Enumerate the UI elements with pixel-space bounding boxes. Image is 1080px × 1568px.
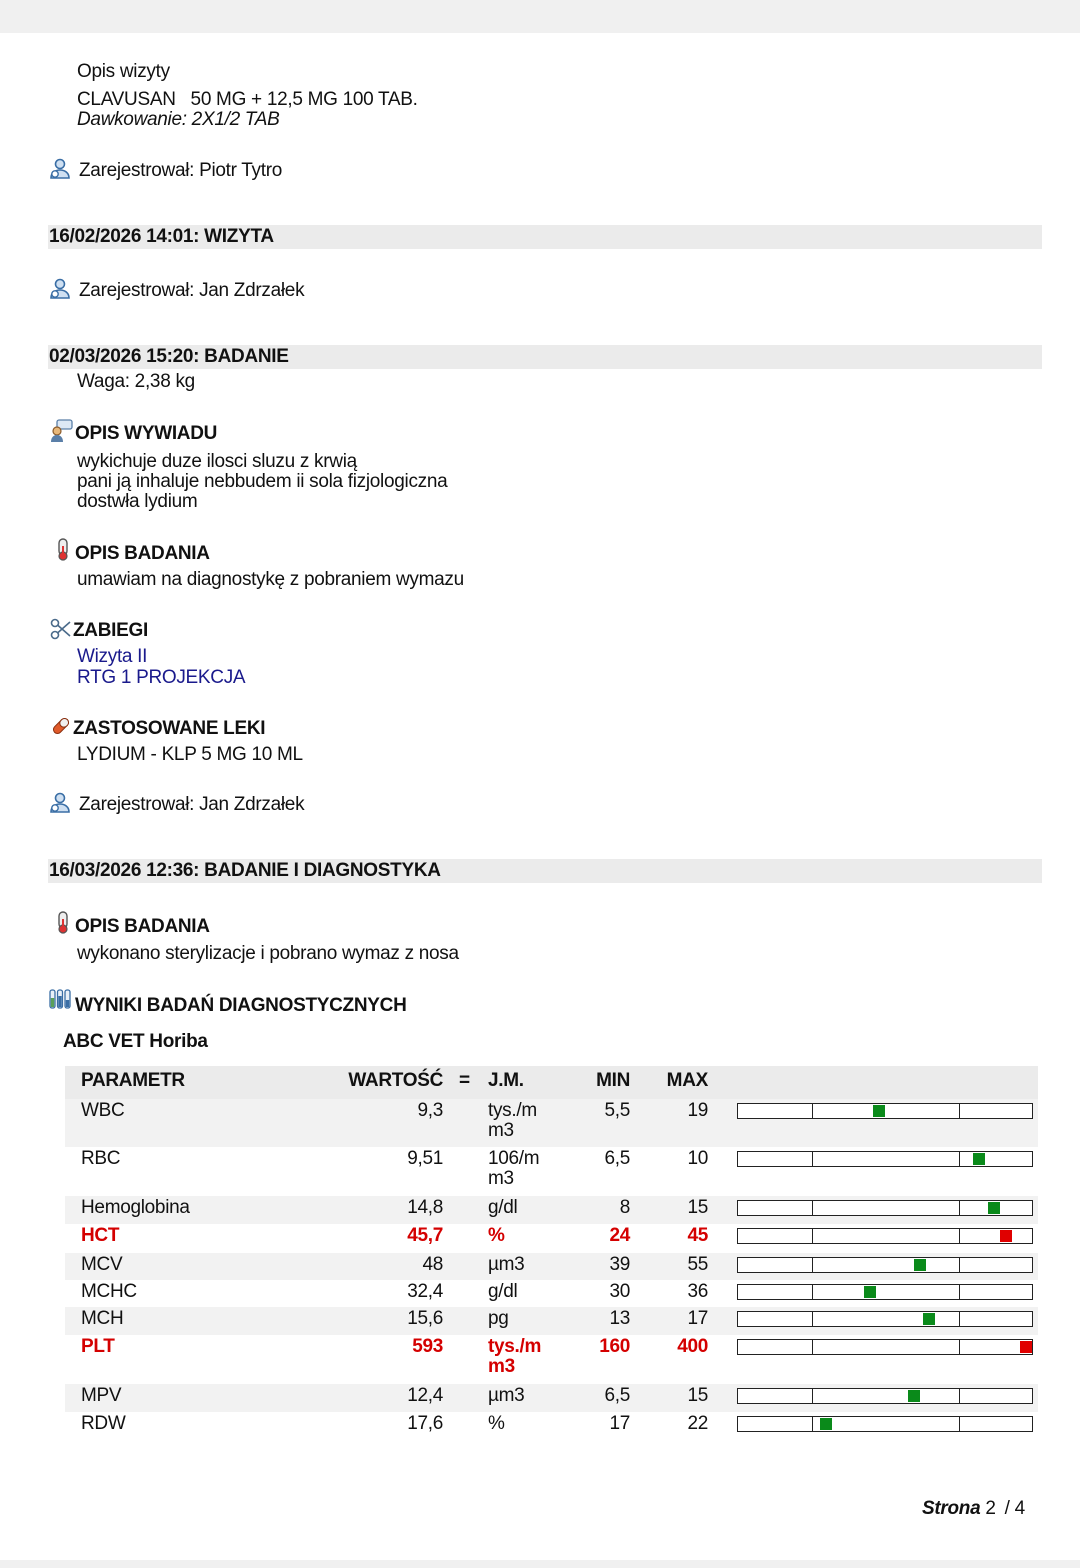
min-cell: 160	[599, 1336, 630, 1357]
test-tubes-icon	[48, 988, 72, 1012]
max-cell: 22	[687, 1413, 708, 1434]
range-divider	[959, 1152, 960, 1166]
zabieg-item[interactable]: Wizyta II	[77, 646, 148, 667]
section-title-badania: OPIS BADANIA	[75, 916, 210, 937]
page-sep: /	[1004, 1498, 1010, 1519]
section-title-badania: OPIS BADANIA	[75, 543, 210, 564]
range-bar	[737, 1257, 1033, 1273]
range-bar	[737, 1311, 1033, 1327]
range-divider	[959, 1285, 960, 1299]
value-cell: 17,6	[407, 1413, 443, 1434]
max-cell: 15	[687, 1197, 708, 1218]
range-divider	[959, 1229, 960, 1243]
drug-line: CLAVUSAN 50 MG + 12,5 MG 100 TAB.	[77, 89, 418, 110]
range-marker	[873, 1105, 885, 1117]
registered-by-3: Zarejestrował: Jan Zdrzałek	[79, 794, 305, 815]
col-header-unit: J.M.	[488, 1070, 524, 1091]
value-cell: 14,8	[407, 1197, 443, 1218]
range-marker	[864, 1286, 876, 1298]
section-title-leki: ZASTOSOWANE LEKI	[73, 718, 266, 739]
scissors-icon	[49, 617, 73, 641]
unit-cell: µm3	[488, 1385, 525, 1406]
page-total: 4	[1014, 1498, 1025, 1519]
value-cell: 15,6	[407, 1308, 443, 1329]
range-divider	[812, 1285, 813, 1299]
col-header-eq: =	[459, 1070, 470, 1091]
min-cell: 13	[609, 1308, 630, 1329]
range-bar	[737, 1151, 1033, 1167]
leki-text: LYDIUM - KLP 5 MG 10 ML	[77, 744, 303, 765]
unit-cell: m3	[488, 1120, 514, 1141]
range-bar	[737, 1388, 1033, 1404]
param-cell: PLT	[81, 1336, 115, 1357]
max-cell: 15	[687, 1385, 708, 1406]
value-cell: 12,4	[407, 1385, 443, 1406]
value-cell: 9,51	[407, 1148, 443, 1169]
dosage-text: Dawkowanie: 2X1/2 TAB	[77, 109, 280, 130]
col-header-min: MIN	[596, 1070, 630, 1091]
value-cell: 9,3	[417, 1100, 443, 1121]
page-current: 2	[985, 1498, 996, 1519]
param-cell: RDW	[81, 1413, 126, 1434]
range-divider	[812, 1389, 813, 1403]
range-divider	[812, 1312, 813, 1326]
param-cell: MCV	[81, 1254, 123, 1275]
unit-cell: m3	[488, 1356, 515, 1377]
range-divider	[812, 1104, 813, 1118]
range-marker	[908, 1390, 920, 1402]
unit-cell: %	[488, 1225, 505, 1246]
registered-by-2: Zarejestrował: Jan Zdrzałek	[79, 280, 305, 301]
registered-by-1: Zarejestrował: Piotr Tytro	[79, 160, 283, 181]
table-header	[65, 1066, 1038, 1099]
visit-header-badanie: 02/03/2026 15:20: BADANIE	[48, 345, 1042, 369]
badania-text: umawiam na diagnostykę z pobraniem wymazu	[77, 569, 464, 590]
section-title-zabiegi: ZABIEGI	[73, 620, 148, 641]
range-marker	[923, 1313, 935, 1325]
unit-cell: %	[488, 1413, 505, 1434]
thermometer-icon	[52, 911, 76, 935]
max-cell: 10	[687, 1148, 708, 1169]
col-header-param: PARAMETR	[81, 1070, 185, 1091]
max-cell: 36	[687, 1281, 708, 1302]
range-bar	[737, 1416, 1033, 1432]
min-cell: 30	[609, 1281, 630, 1302]
wywiad-line: dostwła lydium	[77, 491, 198, 512]
range-bar	[737, 1284, 1033, 1300]
visit-header-diagnostyka: 16/03/2026 12:36: BADANIE I DIAGNOSTYKA	[48, 859, 1042, 883]
range-divider	[812, 1258, 813, 1272]
range-divider	[812, 1229, 813, 1243]
unit-cell: µm3	[488, 1254, 525, 1275]
min-cell: 8	[619, 1197, 630, 1218]
weight-text: Waga: 2,38 kg	[77, 371, 195, 392]
unit-cell: pg	[488, 1308, 509, 1329]
param-cell: MCHC	[81, 1281, 137, 1302]
value-cell: 32,4	[407, 1281, 443, 1302]
range-bar	[737, 1339, 1033, 1355]
min-cell: 24	[609, 1225, 630, 1246]
interview-icon	[49, 419, 73, 443]
visit-description-label: Opis wizyty	[77, 61, 170, 82]
user-icon	[48, 157, 72, 181]
range-divider	[959, 1201, 960, 1215]
value-cell: 593	[412, 1336, 443, 1357]
range-divider	[959, 1258, 960, 1272]
range-marker	[973, 1153, 985, 1165]
max-cell: 400	[677, 1336, 708, 1357]
param-cell: HCT	[81, 1225, 120, 1246]
page-number	[922, 1498, 1025, 1520]
range-marker	[1000, 1230, 1012, 1242]
wywiad-line: pani ją inhaluje nebbudem ii sola fizjologiczna	[77, 471, 448, 492]
range-marker	[1020, 1341, 1032, 1353]
value-cell: 45,7	[407, 1225, 443, 1246]
range-divider	[812, 1417, 813, 1431]
zabieg-item[interactable]: RTG 1 PROJEKCJA	[77, 667, 246, 688]
range-bar	[737, 1103, 1033, 1119]
col-header-value: WARTOŚĆ	[348, 1070, 443, 1091]
unit-cell: m3	[488, 1168, 514, 1189]
min-cell: 6,5	[604, 1148, 630, 1169]
min-cell: 17	[609, 1413, 630, 1434]
range-divider	[959, 1104, 960, 1118]
range-divider	[812, 1201, 813, 1215]
param-cell: MPV	[81, 1385, 122, 1406]
min-cell: 39	[609, 1254, 630, 1275]
badania-text: wykonano sterylizacje i pobrano wymaz z nosa	[77, 943, 459, 964]
param-cell: Hemoglobina	[81, 1197, 190, 1218]
range-divider	[959, 1389, 960, 1403]
param-cell: RBC	[81, 1148, 121, 1169]
unit-cell: tys./m	[488, 1100, 537, 1121]
section-title-wywiad: OPIS WYWIADU	[75, 423, 218, 444]
param-cell: MCH	[81, 1308, 124, 1329]
unit-cell: 106/m	[488, 1148, 540, 1169]
max-cell: 19	[687, 1100, 708, 1121]
range-divider	[812, 1340, 813, 1354]
range-marker	[914, 1259, 926, 1271]
user-icon	[48, 277, 72, 301]
section-title-wyniki: WYNIKI BADAŃ DIAGNOSTYCZNYCH	[75, 995, 407, 1016]
min-cell: 5,5	[604, 1100, 630, 1121]
unit-cell: g/dl	[488, 1197, 518, 1218]
unit-cell: g/dl	[488, 1281, 518, 1302]
range-marker	[988, 1202, 1000, 1214]
max-cell: 55	[687, 1254, 708, 1275]
pill-icon	[49, 714, 73, 738]
min-cell: 6,5	[604, 1385, 630, 1406]
param-cell: WBC	[81, 1100, 125, 1121]
visit-header-wizyta: 16/02/2026 14:01: WIZYTA	[48, 225, 1042, 249]
max-cell: 45	[687, 1225, 708, 1246]
value-cell: 48	[422, 1254, 443, 1275]
range-bar	[737, 1200, 1033, 1216]
unit-cell: tys./m	[488, 1336, 542, 1357]
range-divider	[959, 1417, 960, 1431]
wywiad-line: wykichuje duze ilosci sluzu z krwią	[77, 451, 357, 472]
col-header-max: MAX	[666, 1070, 708, 1091]
max-cell: 17	[687, 1308, 708, 1329]
user-icon	[48, 791, 72, 815]
thermometer-icon	[52, 538, 76, 562]
device-name: ABC VET Horiba	[63, 1031, 208, 1052]
range-marker	[820, 1418, 832, 1430]
range-divider	[812, 1152, 813, 1166]
range-divider	[959, 1340, 960, 1354]
range-bar	[737, 1228, 1033, 1244]
range-divider	[959, 1312, 960, 1326]
page-label: Strona	[922, 1498, 981, 1519]
